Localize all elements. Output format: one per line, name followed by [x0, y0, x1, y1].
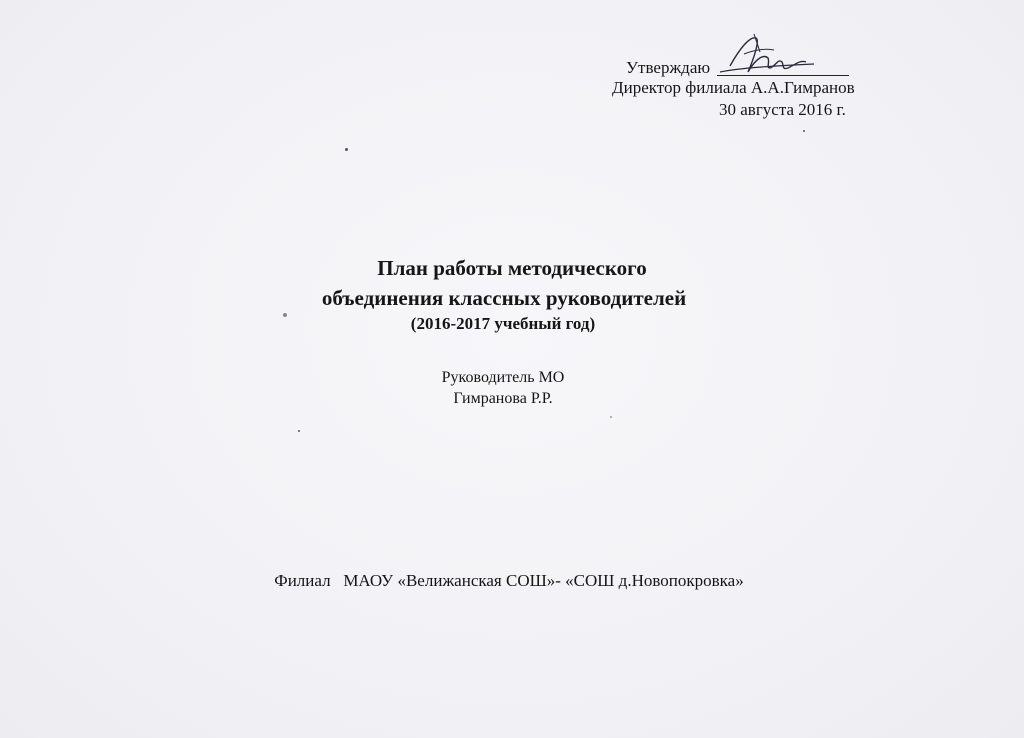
- institution-name: Филиал МАОУ «Велижанская СОШ»- «СОШ д.Новопокровка»: [274, 571, 744, 590]
- document-title-line2: объединения классных руководителей: [321, 286, 687, 310]
- approve-word: Утверждаю: [626, 58, 711, 77]
- director-line: Директор филиала А.А.Гимранов: [612, 78, 855, 97]
- academic-year: (2016-2017 учебный год): [410, 314, 596, 333]
- scan-speck: [345, 148, 348, 151]
- scan-speck: [283, 313, 287, 317]
- leader-name: Гимранова Р.Р.: [453, 390, 553, 407]
- signature-underline: [717, 75, 849, 76]
- approval-block: [560, 58, 900, 119]
- scan-speck: [610, 416, 612, 418]
- scan-speck: [298, 430, 300, 432]
- approval-date: 30 августа 2016 г.: [719, 100, 846, 119]
- approval-signature-line: [560, 58, 900, 78]
- leader-label: Руководитель МО: [441, 369, 565, 386]
- document-title-line1: План работы методического: [377, 256, 647, 280]
- scan-speck: [803, 130, 805, 132]
